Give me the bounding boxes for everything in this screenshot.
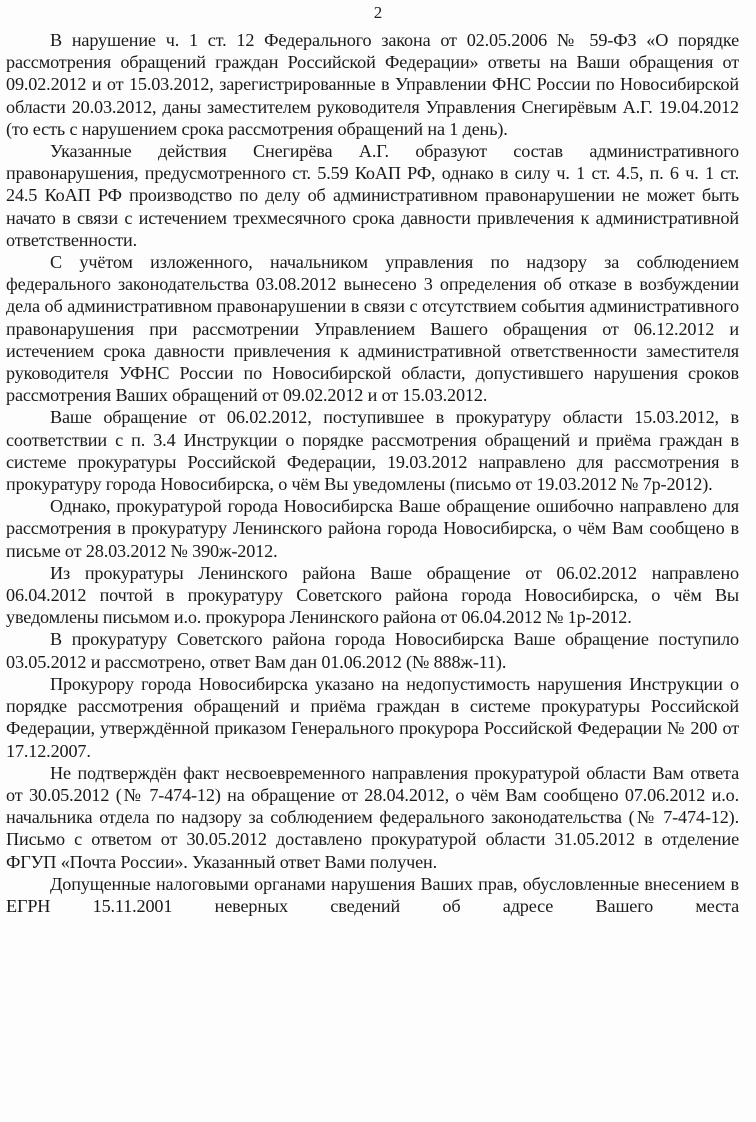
- paragraph-2: Указанные действия Снегирёва А.Г. образуют состав административного правонарушения, предусмотренного ст. 5.59 КоАП РФ, однако в силу ч. 1 ст. 4.5, п. 6 ч. 1 ст. 24.5 КоАП РФ производство по делу об административном правонарушении не может быть начато в связи с истечением трехмесячного срока давности привлечения к административной ответственности.: [6, 141, 739, 250]
- paragraph-6: Из прокуратуры Ленинского района Ваше обращение от 06.02.2012 направлено 06.04.2012 почтой в прокуратуру Советского района города Новосибирска, о чём Вы уведомлены письмом и.о. прокурора Ленинского района от 06.04.2012 № 1р-2012.: [6, 562, 739, 628]
- paragraph-7: В прокуратуру Советского района города Новосибирска Ваше обращение поступило 03.05.2012 и рассмотрено, ответ Вам дан 01.06.2012 (№ 888ж-11).: [6, 629, 739, 672]
- paragraph-10: Допущенные налоговыми органами нарушения Ваших прав, обусловленные внесением в ЕГРН 15.11.2001 неверных сведений об адресе Вашего места: [6, 873, 739, 916]
- paragraph-9: Не подтверждён факт несвоевременного направления прокуратурой области Вам ответа от 30.05.2012 (№ 7-474-12) на обращение от 28.04.2012, о чём Вам сообщено 07.06.2012 и.о. начальника отдела по надзору за соблюдением федерального законодательства (№ 7-474-12). Письмо с ответом от 30.05.2012 доставлено прокуратурой области 31.05.2012 в отделение ФГУП «Почта России». Указанный ответ Вами получен.: [6, 762, 739, 872]
- page-number: 2: [373, 3, 383, 22]
- document-body: [6, 29, 739, 917]
- paragraph-5: Однако, прокуратурой города Новосибирска Ваше обращение ошибочно направлено для рассмотрения в прокуратуру Ленинского района города Новосибирска, о чём Вам сообщено в письме от 28.03.2012 № 390ж-2012.: [6, 496, 739, 561]
- paragraph-4: Ваше обращение от 06.02.2012, поступившее в прокуратуру области 15.03.2012, в соответствии с п. 3.4 Инструкции о порядке рассмотрения обращений и приёма граждан в системе прокуратуры Российской Федерации, 19.03.2012 направлено для рассмотрения в прокуратуру города Новосибирска, о чём Вы уведомлены (письмо от 19.03.2012 № 7р-2012).: [6, 407, 739, 495]
- paragraph-8: Прокурору города Новосибирска указано на недопустимость нарушения Инструкции о порядке рассмотрения обращений и приёма граждан в системе прокуратуры Российской Федерации, утверждённой приказом Генерального прокурора Российской Федерации № 200 от 17.12.2007.: [6, 673, 739, 761]
- paragraph-3: С учётом изложенного, начальником управления по надзору за соблюдением федерального законодательства 03.08.2012 вынесено 3 определения об отказе в возбуждении дела об административном правонарушении в связи с отсутствием события административного правонарушения при рассмотрении Управлением Вашего обращения от 06.12.2012 и истечением срока давности привлечения к административной ответственности заместителя руководителя УФНС России по Новосибирской области, допустившего нарушения сроков рассмотрения Ваших обращений от 09.02.2012 и от 15.03.2012.: [6, 252, 739, 406]
- paragraph-1: В нарушение ч. 1 ст. 12 Федерального закона от 02.05.2006 № 59-ФЗ «О порядке рассмотрения обращений граждан Российской Федерации» ответы на Ваши обращения от 09.02.2012 и от 15.03.2012, зарегистрированные в Управлении ФНС России по Новосибирской области 20.03.2012, даны заместителем руководителя Управления Снегирёвым А.Г. 19.04.2012 (то есть с нарушением срока рассмотрения обращений на 1 день).: [6, 30, 739, 139]
